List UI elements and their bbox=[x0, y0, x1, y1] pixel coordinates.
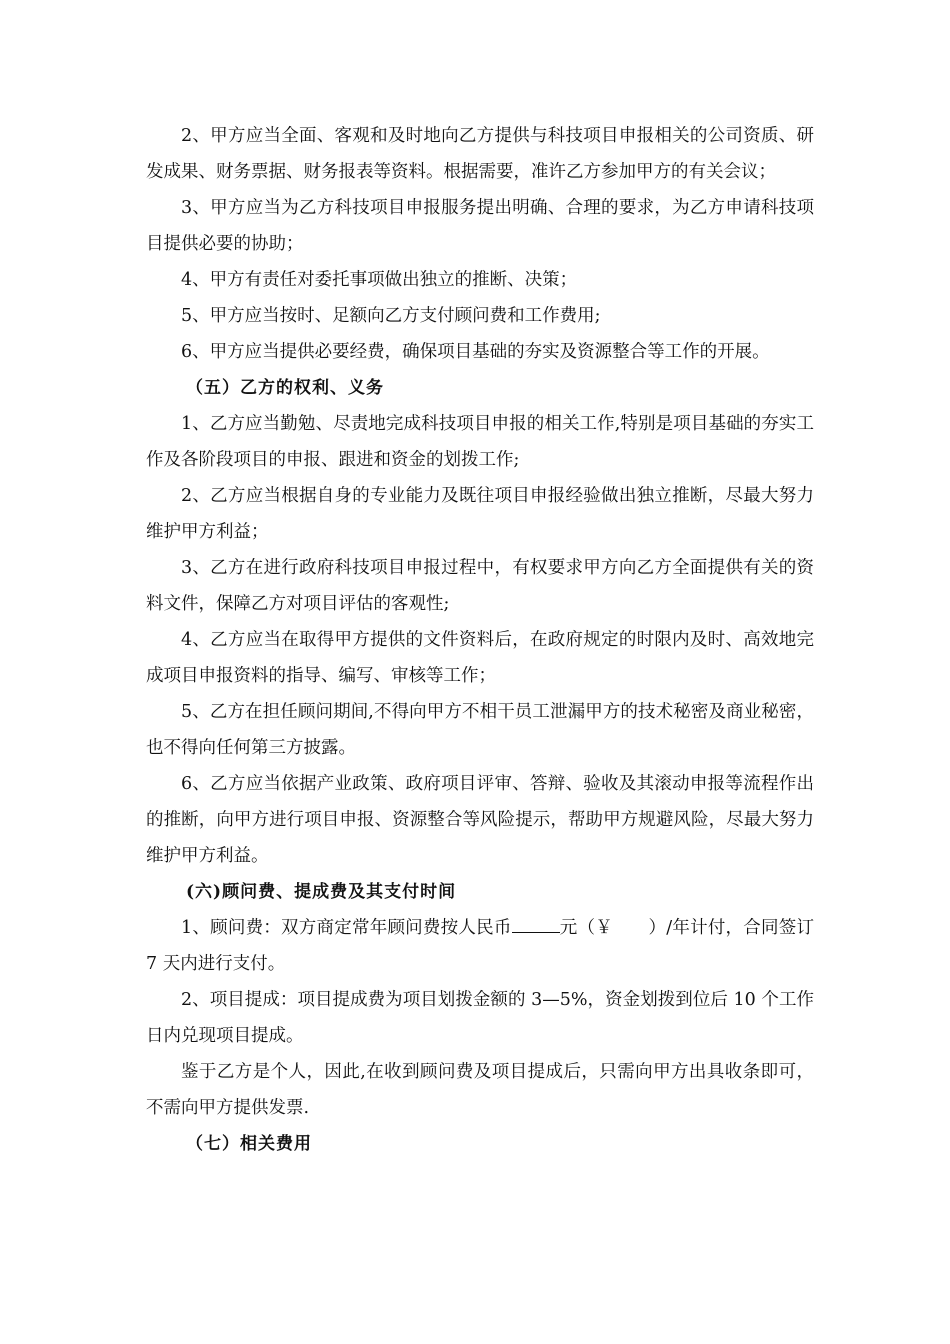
document-page bbox=[146, 118, 814, 1162]
paragraph-b4: 4、乙方应当在取得甲方提供的文件资料后，在政府规定的时限内及时、高效地完成项目申报资料的指导、编写、审核等工作； bbox=[146, 630, 814, 686]
fee-amount-blank bbox=[512, 912, 560, 933]
paragraph-a5: 5、甲方应当按时、足额向乙方支付顾问费和工作费用; bbox=[181, 306, 601, 326]
section-heading-5: （五）乙方的权利、义务 bbox=[186, 378, 384, 398]
paragraph-fee bbox=[146, 910, 814, 982]
paragraph-a3: 3、甲方应当为乙方科技项目申报服务提出明确、合理的要求，为乙方申请科技项目提供必要的协助； bbox=[146, 198, 814, 254]
paragraph-b3: 3、乙方在进行政府科技项目申报过程中，有权要求甲方向乙方全面提供有关的资料文件，保障乙方对项目评估的客观性; bbox=[146, 558, 814, 614]
section-heading-6: (六)顾问费、提成费及其支付时间 bbox=[186, 882, 457, 902]
paragraph-b2: 2、乙方应当根据自身的专业能力及既往项目申报经验做出独立推断，尽最大努力维护甲方利益； bbox=[146, 486, 814, 542]
paragraph-b5: 5、乙方在担任顾问期间,不得向甲方不相干员工泄漏甲方的技术秘密及商业秘密，也不得向任何第三方披露。 bbox=[146, 702, 814, 758]
paragraph-receipt: 鉴于乙方是个人，因此,在收到顾问费及项目提成后，只需向甲方出具收条即可，不需向甲方提供发票. bbox=[146, 1062, 814, 1118]
paragraph-a2: 2、甲方应当全面、客观和及时地向乙方提供与科技项目申报相关的公司资质、研发成果、财务票据、财务报表等资料。根据需要，准许乙方参加甲方的有关会议； bbox=[146, 126, 814, 182]
fee-text-before: 1、顾问费：双方商定常年顾问费按人民币 bbox=[181, 918, 512, 938]
paragraph-b6: 6、乙方应当依据产业政策、政府项目评审、答辩、验收及其滚动申报等流程作出的推断，向甲方进行项目申报、资源整合等风险提示，帮助甲方规避风险，尽最大努力维护甲方利益。 bbox=[146, 774, 814, 866]
paragraph-b1: 1、乙方应当勤勉、尽责地完成科技项目申报的相关工作,特别是项目基础的夯实工作及各阶段项目的申报、跟进和资金的划拨工作; bbox=[146, 414, 814, 470]
paragraph-a4: 4、甲方有责任对委托事项做出独立的推断、决策； bbox=[181, 270, 578, 290]
paragraph-commission: 2、项目提成：项目提成费为项目划拨金额的 3—5%，资金划拨到位后 10 个工作日内兑现项目提成。 bbox=[146, 990, 814, 1046]
paragraph-a6: 6、甲方应当提供必要经费，确保项目基础的夯实及资源整合等工作的开展。 bbox=[181, 342, 770, 362]
section-heading-7: （七）相关费用 bbox=[186, 1134, 312, 1154]
fee-text-after: 元（￥ ）/年计付，合同签订 7 天内进行支付。 bbox=[146, 918, 814, 974]
